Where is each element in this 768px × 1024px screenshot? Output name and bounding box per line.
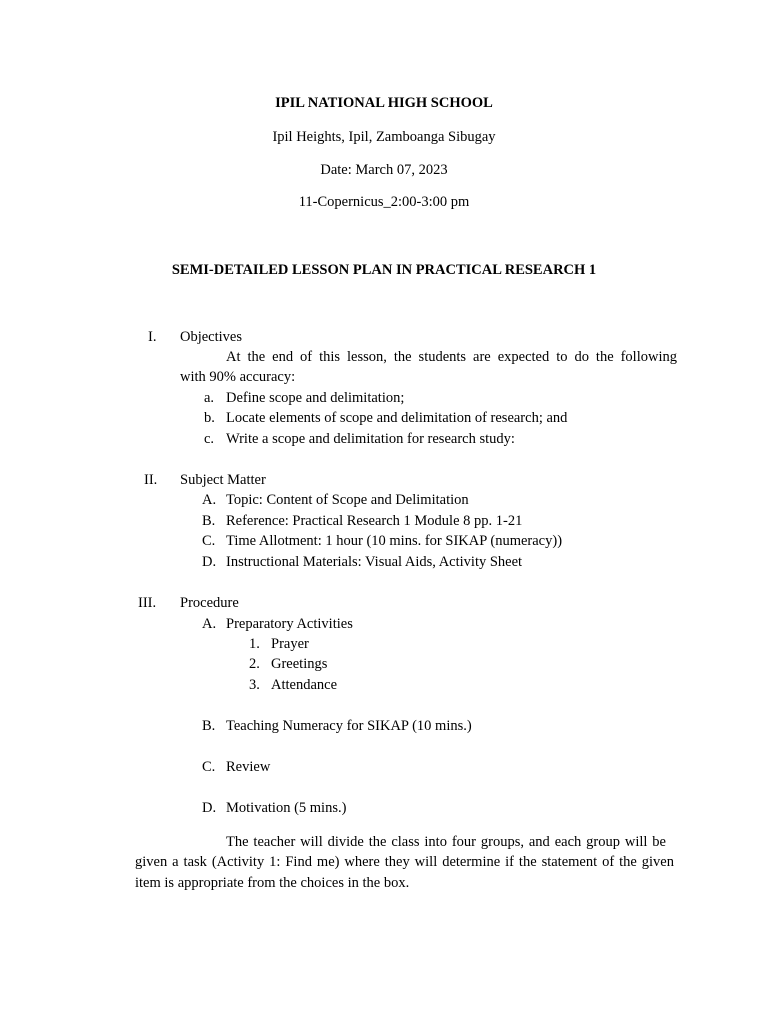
list-marker: D. bbox=[202, 554, 217, 570]
section-title-subject-matter: Subject Matter bbox=[180, 472, 266, 488]
list-marker: 3. bbox=[249, 677, 260, 693]
section-number: II. bbox=[144, 472, 158, 488]
objectives-intro-line: At the end of this lesson, the students are expected to do the following bbox=[226, 349, 677, 365]
lesson-date: Date: March 07, 2023 bbox=[320, 162, 448, 178]
motivation-paragraph-line: item is appropriate from the choices in the box. bbox=[135, 875, 410, 891]
motivation-paragraph-line: The teacher will divide the class into four groups, and each group will be bbox=[226, 834, 666, 850]
class-section-time: 11-Copernicus_2:00-3:00 pm bbox=[298, 194, 470, 210]
section-title-objectives: Objectives bbox=[180, 329, 243, 345]
procedure-item-motivation: Motivation (5 mins.) bbox=[226, 800, 347, 816]
objective-item: Locate elements of scope and delimitation of research; and bbox=[226, 410, 568, 426]
list-marker: 1. bbox=[249, 636, 260, 652]
objective-item: Write a scope and delimitation for research study: bbox=[226, 431, 515, 447]
section-title-procedure: Procedure bbox=[180, 595, 239, 611]
list-marker: C. bbox=[202, 533, 216, 549]
procedure-item-preparatory: Preparatory Activities bbox=[226, 616, 353, 632]
procedure-subitem: Prayer bbox=[271, 636, 309, 652]
procedure-subitem: Attendance bbox=[271, 677, 338, 693]
objective-item: Define scope and delimitation; bbox=[226, 390, 405, 406]
procedure-item-numeracy: Teaching Numeracy for SIKAP (10 mins.) bbox=[226, 718, 472, 734]
document-title: SEMI-DETAILED LESSON PLAN IN PRACTICAL RESEARCH 1 bbox=[171, 262, 597, 278]
motivation-paragraph-line: given a task (Activity 1: Find me) where they will determine if the statement of the given bbox=[135, 854, 674, 870]
list-marker: 2. bbox=[249, 656, 260, 672]
list-marker: a. bbox=[204, 390, 215, 406]
objectives-intro-line: with 90% accuracy: bbox=[180, 369, 296, 385]
section-number: III. bbox=[138, 595, 157, 611]
list-marker: A. bbox=[202, 492, 217, 508]
list-marker: B. bbox=[202, 718, 216, 734]
subject-matter-item: Topic: Content of Scope and Delimitation bbox=[226, 492, 469, 508]
procedure-item-review: Review bbox=[226, 759, 271, 775]
subject-matter-item: Reference: Practical Research 1 Module 8 pp. 1-21 bbox=[226, 513, 523, 529]
school-name: IPIL NATIONAL HIGH SCHOOL bbox=[275, 95, 493, 111]
school-address: Ipil Heights, Ipil, Zamboanga Sibugay bbox=[272, 129, 496, 145]
list-marker: b. bbox=[204, 410, 215, 426]
section-number: I. bbox=[148, 329, 157, 345]
subject-matter-item: Time Allotment: 1 hour (10 mins. for SIKAP (numeracy)) bbox=[226, 533, 563, 549]
list-marker: C. bbox=[202, 759, 216, 775]
list-marker: B. bbox=[202, 513, 216, 529]
list-marker: D. bbox=[202, 800, 217, 816]
subject-matter-item: Instructional Materials: Visual Aids, Activity Sheet bbox=[226, 554, 523, 570]
list-marker: c. bbox=[204, 431, 215, 447]
list-marker: A. bbox=[202, 616, 217, 632]
procedure-subitem: Greetings bbox=[271, 656, 328, 672]
